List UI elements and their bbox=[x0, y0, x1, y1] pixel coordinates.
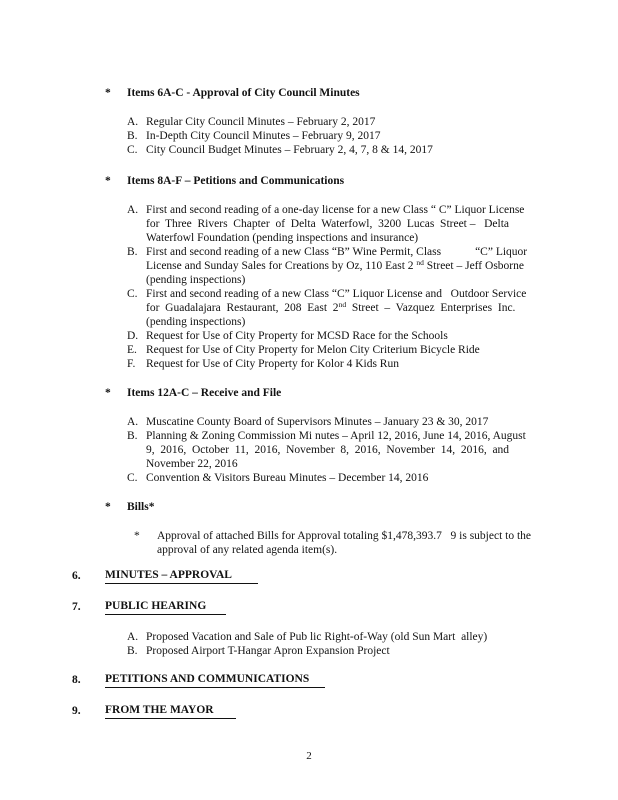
item-line: Planning & Zoning Commission Mi nutes – April 12, 2016, June 14, 2016, August bbox=[146, 430, 526, 442]
agenda-item bbox=[127, 143, 618, 157]
section-items-12a-c bbox=[105, 386, 618, 485]
section-bills bbox=[105, 500, 618, 557]
item-text bbox=[146, 329, 448, 343]
section-minutes-approval bbox=[72, 569, 618, 584]
section-public-hearing bbox=[72, 600, 618, 658]
item-line: 9, 2016, October 11, 2016, November 8, 2016, November 14, 2016, and bbox=[146, 444, 510, 456]
item-line: Request for Use of City Property for MCSD Race for the Schools bbox=[146, 330, 448, 342]
item-line: Request for Use of City Property for Kolor 4 Kids Run bbox=[146, 358, 399, 370]
item-line bbox=[146, 245, 527, 259]
item-list bbox=[105, 415, 618, 485]
section-heading-row bbox=[105, 174, 618, 188]
item-line: Approval of attached Bills for Approval totaling $1,478,393.7 9 is subject to the bbox=[157, 530, 532, 542]
item-line: (pending inspections) bbox=[146, 274, 246, 286]
item-letter: A. bbox=[127, 416, 139, 428]
item-text bbox=[146, 415, 488, 429]
item-line: First and second reading of a new Class “C” Liquor License and Outdoor Service bbox=[146, 288, 527, 300]
item-line: City Council Budget Minutes – February 2, 4, 7, 8 & 14, 2017 bbox=[146, 144, 433, 156]
item-letter: C. bbox=[127, 472, 138, 484]
page-number: 2 bbox=[306, 750, 312, 762]
item-line: Proposed Vacation and Sale of Pub lic Right-of-Way (old Sun Mart alley) bbox=[146, 631, 488, 643]
agenda-item bbox=[127, 644, 618, 658]
section-heading: Bills* bbox=[127, 501, 155, 513]
asterisk-marker: * bbox=[105, 501, 111, 513]
agenda-item bbox=[127, 357, 618, 371]
section-heading: Items 6A-C - Approval of City Council Minutes bbox=[127, 87, 360, 99]
section-heading-row bbox=[72, 704, 618, 719]
item-line: November 22, 2016 bbox=[146, 458, 238, 470]
item-letter: E. bbox=[127, 344, 137, 356]
section-number: 7. bbox=[72, 601, 81, 613]
section-heading: Items 12A-C – Receive and File bbox=[127, 387, 282, 399]
section-items-6a-c bbox=[105, 86, 618, 157]
item-letter: A. bbox=[127, 116, 139, 128]
section-heading: MINUTES – APPROVAL bbox=[105, 569, 258, 584]
section-heading-row bbox=[72, 569, 618, 584]
section-petitions-communications bbox=[72, 673, 618, 688]
item-text bbox=[146, 115, 375, 129]
agenda-item bbox=[127, 115, 618, 129]
item-text bbox=[146, 644, 390, 658]
bills-note bbox=[134, 529, 618, 557]
section-from-the-mayor bbox=[72, 704, 618, 719]
section-number: 9. bbox=[72, 705, 81, 717]
item-line bbox=[146, 301, 526, 315]
item-text bbox=[146, 343, 480, 357]
section-heading-row bbox=[72, 600, 618, 615]
agenda-item bbox=[127, 329, 618, 343]
line-segment: “C” Liquor bbox=[475, 246, 528, 258]
item-letter: C. bbox=[127, 144, 138, 156]
item-line: for Three Rivers Chapter of Delta Waterfowl, 3200 Lucas Street – Delta bbox=[146, 218, 510, 230]
section-number: 8. bbox=[72, 674, 81, 686]
section-heading-row bbox=[105, 386, 618, 400]
item-line: (pending inspections) bbox=[146, 316, 246, 328]
agenda-item bbox=[127, 129, 618, 143]
item-text bbox=[146, 203, 524, 245]
item-list bbox=[127, 630, 618, 658]
agenda-item bbox=[127, 471, 618, 485]
item-text bbox=[146, 245, 527, 287]
section-heading-row bbox=[105, 500, 618, 514]
item-line: First and second reading of a one-day license for a new Class “ C” Liquor License bbox=[146, 204, 525, 216]
section-number: 6. bbox=[72, 570, 81, 582]
item-list bbox=[105, 115, 618, 157]
item-text bbox=[146, 357, 399, 371]
section-heading: PUBLIC HEARING bbox=[105, 600, 226, 615]
item-list bbox=[105, 203, 618, 371]
section-heading: PETITIONS AND COMMUNICATIONS bbox=[105, 673, 325, 688]
section-heading-row bbox=[105, 86, 618, 100]
section-items-8a-f bbox=[105, 174, 618, 371]
asterisk-marker: * bbox=[134, 530, 140, 542]
line-segment: for Guadalajara Restaurant, 208 East 2 bbox=[146, 302, 339, 314]
section-heading: Items 8A-F – Petitions and Communications bbox=[127, 175, 345, 187]
item-text bbox=[157, 529, 531, 557]
item-line: In-Depth City Council Minutes – February 9, 2017 bbox=[146, 130, 381, 142]
agenda-item bbox=[127, 429, 618, 471]
item-text bbox=[146, 630, 487, 644]
item-letter: F. bbox=[127, 358, 136, 370]
item-text bbox=[146, 429, 526, 471]
ordinal-superscript: nd bbox=[338, 300, 347, 309]
line-segment: Street – Vazquez Enterprises Inc. bbox=[346, 302, 516, 314]
agenda-item bbox=[127, 245, 618, 287]
line-segment: First and second reading of a new Class “B” Wine Permit, Class bbox=[146, 246, 442, 258]
item-line: approval of any related agenda item(s). bbox=[157, 544, 338, 556]
agenda-item bbox=[127, 343, 618, 357]
item-text bbox=[146, 129, 380, 143]
item-letter: B. bbox=[127, 246, 138, 258]
asterisk-marker: * bbox=[105, 387, 111, 399]
item-line: Muscatine County Board of Supervisors Minutes – January 23 & 30, 2017 bbox=[146, 416, 489, 428]
asterisk-marker: * bbox=[105, 87, 111, 99]
asterisk-marker: * bbox=[105, 175, 111, 187]
line-segment: License and Sunday Sales for Creations by Oz, 110 East 2 bbox=[146, 260, 417, 272]
item-line: Regular City Council Minutes – February 2, 2017 bbox=[146, 116, 376, 128]
section-heading-row bbox=[72, 673, 618, 688]
section-heading: FROM THE MAYOR bbox=[105, 704, 236, 719]
item-letter: A. bbox=[127, 204, 139, 216]
item-letter: C. bbox=[127, 288, 138, 300]
ordinal-superscript: nd bbox=[416, 258, 424, 267]
item-line: Request for Use of City Property for Melon City Criterium Bicycle Ride bbox=[146, 344, 480, 356]
agenda-item bbox=[127, 287, 618, 329]
item-line: Waterfowl Foundation (pending inspections and insurance) bbox=[146, 232, 419, 244]
agenda-item bbox=[127, 415, 618, 429]
agenda-item bbox=[127, 630, 618, 644]
item-letter: B. bbox=[127, 130, 138, 142]
item-text bbox=[146, 143, 433, 157]
item-text bbox=[146, 287, 526, 329]
item-text bbox=[146, 471, 428, 485]
item-letter: D. bbox=[127, 330, 139, 342]
agenda-item bbox=[127, 203, 618, 245]
item-line: Convention & Visitors Bureau Minutes – December 14, 2016 bbox=[146, 472, 429, 484]
item-line: Proposed Airport T-Hangar Apron Expansion Project bbox=[146, 645, 390, 657]
item-letter: B. bbox=[127, 645, 138, 657]
item-letter: B. bbox=[127, 430, 138, 442]
item-line bbox=[146, 259, 527, 273]
line-segment: Street – Jeff Osborne bbox=[423, 260, 524, 272]
item-letter: A. bbox=[127, 631, 139, 643]
